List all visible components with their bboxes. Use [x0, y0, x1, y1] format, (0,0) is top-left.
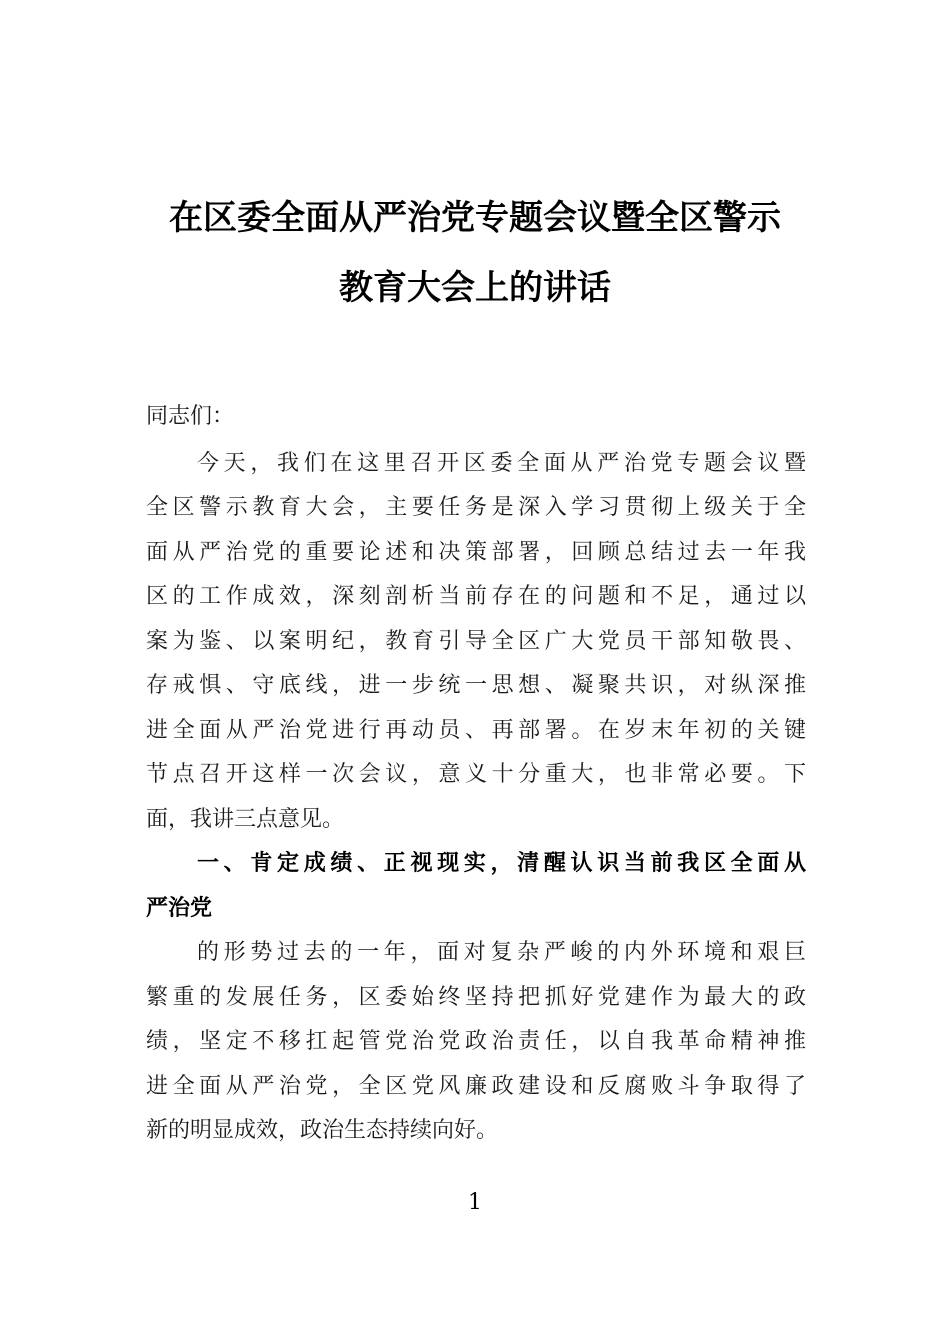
paragraph-2-line-3: 绩，坚定不移扛起管党治党政治责任，以自我革命精神推: [146, 1029, 806, 1054]
paragraph-1-line-6: 存戒惧、守底线，进一步统一思想、凝聚共识，对纵深推: [146, 673, 806, 698]
paragraph-1-line-1: 今天，我们在这里召开区委全面从严治党专题会议暨: [197, 451, 806, 476]
paragraph-2-line-1: 的形势过去的一年，面对复杂严峻的内外环境和艰巨: [197, 940, 806, 965]
paragraph-1-line-5: 案为鉴、以案明纪，教育引导全区广大党员干部知敬畏、: [146, 629, 806, 654]
section-heading-1-line-2: 严治党: [146, 896, 213, 921]
paragraph-2-line-5: 新的明显成效，政治生态持续向好。: [146, 1118, 499, 1143]
paragraph-1-line-4: 区的工作成效，深刻剖析当前存在的问题和不足，通过以: [146, 584, 806, 609]
document-title-line-2: 教育大会上的讲话: [339, 268, 611, 308]
paragraph-1-line-8: 节点召开这样一次会议，意义十分重大，也非常必要。下: [146, 762, 806, 787]
paragraph-1-line-9: 面，我讲三点意见。: [146, 807, 345, 832]
paragraph-2-line-2: 繁重的发展任务，区委始终坚持把抓好党建作为最大的政: [146, 985, 806, 1010]
paragraph-1-line-7: 进全面从严治党进行再动员、再部署。在岁末年初的关键: [146, 718, 806, 743]
document-title-line-1: 在区委全面从严治党专题会议暨全区警示: [169, 198, 781, 238]
salutation: 同志们：: [146, 404, 235, 429]
paragraph-2-line-4: 进全面从严治党，全区党风廉政建设和反腐败斗争取得了: [146, 1074, 806, 1099]
section-heading-1-line-1: 一、肯定成绩、正视现实，清醒认识当前我区全面从: [197, 851, 806, 876]
page-number: 1: [468, 1190, 482, 1215]
paragraph-1-line-2: 全区警示教育大会，主要任务是深入学习贯彻上级关于全: [146, 495, 806, 520]
paragraph-1-line-3: 面从严治党的重要论述和决策部署，回顾总结过去一年我: [146, 540, 806, 565]
